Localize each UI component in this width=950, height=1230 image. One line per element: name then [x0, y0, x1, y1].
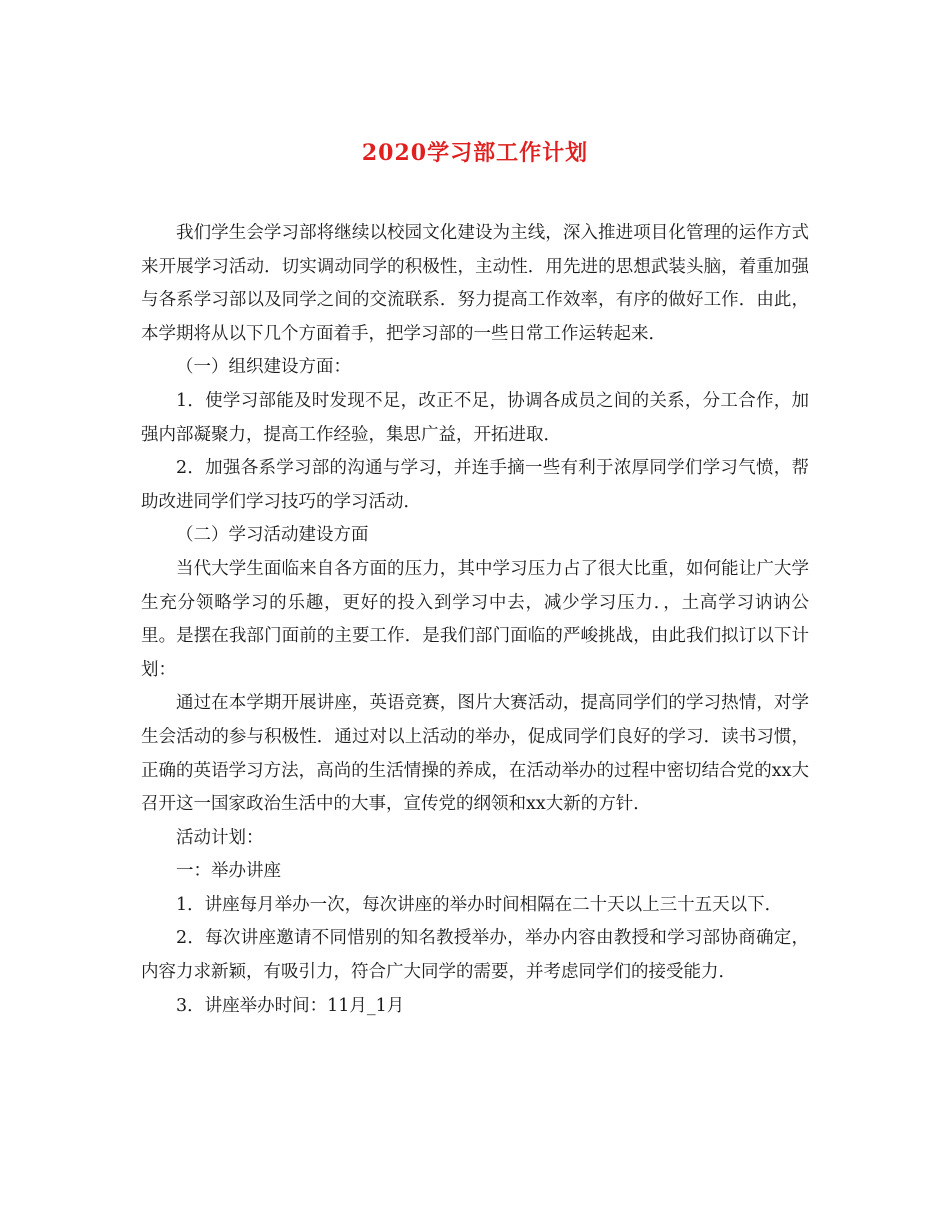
- heading-organization: （一）组织建设方面：: [176, 357, 351, 378]
- paragraph-plan-goals: 通过在本学期开展讲座，英语竞赛，图片大赛活动，提高同学们的学习热情，对学生会活动的参与积极性．通过对以上活动的举办，促成同学们良好的学习．读书习惯，正确的英语学习方法，高尚的生活情操的养成，在活动举办的过程中密切结合党的xx大召开这一国家政治生活中的大事，宣传党的纲领和xx大新的方针．: [141, 693, 809, 815]
- document-title: 2020学习部工作计划: [361, 140, 589, 166]
- paragraph-pressure: 当代大学生面临来自各方面的压力，其中学习压力占了很大比重，如何能让广大学生充分领略学习的乐趣，更好的投入到学习中去，减少学习压力．，土高学习讷讷公里。是摆在我部门面前的主要工作．是我们部门面临的严峻挑战，由此我们拟订以下计划：: [141, 558, 809, 680]
- heading-lectures: 一：举办讲座: [176, 861, 281, 882]
- heading-activities: （二）学习活动建设方面: [176, 525, 369, 546]
- paragraph-lecture-item-2: 2．每次讲座邀请不同惜别的知名教授举办，举办内容由教授和学习部协商确定，内容力求新颖，有吸引力，符合广大同学的需要，并考虑同学们的接受能力．: [141, 928, 809, 983]
- paragraph-org-item-1: 1．使学习部能及时发现不足，改正不足，协调各成员之间的关系，分工合作，加强内部凝聚力，提高工作经验，集思广益，开拓进取．: [141, 390, 809, 445]
- paragraph-lecture-item-3: 3．讲座举办时间：11月_1月: [176, 995, 405, 1016]
- paragraph-org-item-2: 2．加强各系学习部的沟通与学习，并连手摘一些有利于浓厚同学们学习气愤，帮助改进同学们学习技巧的学习活动．: [141, 458, 809, 512]
- heading-activity-plan: 活动计划：: [176, 827, 264, 848]
- paragraph-intro: 我们学生会学习部将继续以校园文化建设为主线，深入推进项目化管理的运作方式来开展学习活动．切实调动同学的积极性，主动性．用先进的思想武装头脑，着重加强与各系学习部以及同学之间的交流联系．努力提高工作效率，有序的做好工作．由此，本学期将从以下几个方面着手，把学习部的一些日常工作运转起来．: [141, 223, 809, 344]
- document-body: [141, 217, 809, 1023]
- paragraph-lecture-item-1: 1．讲座每月举办一次，每次讲座的举办时间相隔在二十天以上三十五天以下．: [176, 894, 783, 915]
